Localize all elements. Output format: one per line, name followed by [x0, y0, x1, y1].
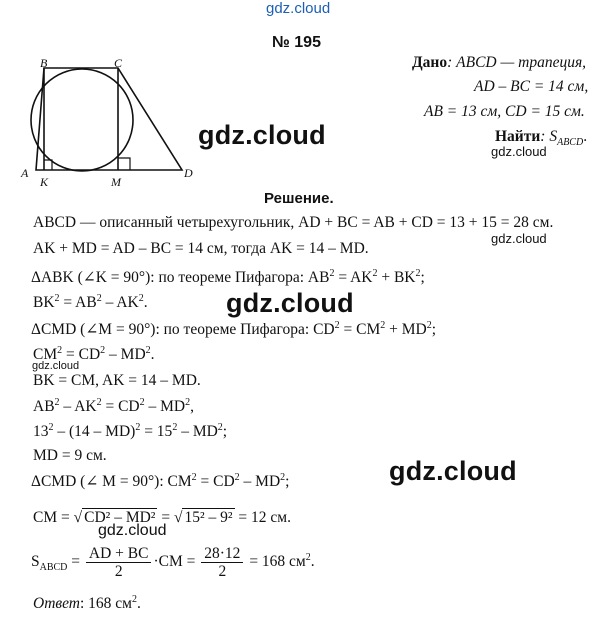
vertex-label-c: C — [114, 56, 123, 70]
area-s: S — [31, 553, 40, 571]
line11-a: ΔCMD (∠ M = 90°): CM — [31, 473, 192, 491]
line12-end: = 12 см. — [234, 509, 291, 526]
given-ad-bc: AD – BC = 14 см, — [474, 78, 589, 95]
find-label: Найти — [495, 128, 541, 145]
trapezoid-outline — [36, 68, 182, 170]
solution-line-8: $AB^2 - AK^2 = CD^2 - MD^2$, — [33, 397, 194, 416]
line3-mid2: + BK — [377, 269, 416, 287]
area-formula — [31, 545, 315, 580]
frac2-num: 28·12 — [201, 545, 243, 563]
line3-pre: ΔABK (∠K = 90°): по теореме Пифагора: AB — [31, 269, 330, 287]
line12-eq: = — [157, 509, 174, 526]
line6-c: – MD — [105, 346, 146, 364]
given-line-2 — [474, 78, 588, 96]
fraction-ad-bc — [86, 545, 152, 580]
vertex-label-b: B — [40, 56, 48, 70]
line8-d: – MD — [144, 398, 186, 416]
find-s: : S — [540, 128, 558, 145]
given-line-3 — [424, 103, 585, 121]
answer-rest: : 168 см — [79, 595, 132, 613]
area-end: = 168 см — [245, 553, 306, 571]
solution-line-9: $13^2 - (14 - MD)^2 = 15^2 - MD^2$; — [33, 422, 228, 441]
frac1-den: 2 — [114, 563, 123, 580]
problem-number: № 195 — [272, 34, 321, 51]
line4-d: . — [143, 294, 148, 312]
find-dot: . — [583, 128, 588, 145]
area-dot: . — [310, 553, 315, 571]
find-sub: ABCD — [557, 137, 584, 149]
point-label-k: K — [40, 175, 49, 189]
line8-c: = CD — [101, 398, 140, 416]
solution-line-6: $CM^2 = CD^2 - MD^2$. — [33, 345, 155, 364]
solution-line-10: MD = 9 см. — [33, 447, 107, 464]
solution-line-4: $BK^2 = AB^2 - AK^2$. — [33, 293, 148, 312]
answer-sup: 2 — [131, 594, 137, 605]
watermark-bottom: gdz.cloud — [98, 522, 167, 539]
given-label: Дано — [412, 54, 448, 71]
line6-b: = CD — [62, 346, 101, 364]
watermark-mid: gdz.cloud — [226, 288, 354, 318]
line9-b: – (14 – MD) — [53, 423, 136, 441]
watermark-top: gdz.cloud — [266, 0, 331, 17]
solution-line-1: ABCD — описанный четырехугольник, AD + BC = AB + CD = 13 + 15 = 28 см. — [33, 214, 554, 231]
right-angle-k — [44, 160, 52, 170]
line6-a: CM — [33, 346, 58, 364]
sqrt-cd-md: CD² – MD² — [84, 509, 156, 526]
solution-line-7: BK = CM, AK = 14 – MD. — [33, 372, 201, 389]
given-line-1 — [412, 54, 586, 72]
given-ab-cd: AB = 13 см, CD = 15 см. — [424, 103, 585, 120]
line6-d: . — [150, 346, 155, 364]
line9-e: ; — [222, 423, 228, 441]
solution-line-5: ΔCMD (∠M = 90°): по теореме Пифагора: $CD^2 = CM^2 + MD^2$; — [31, 320, 437, 339]
solution-line-11: ΔCMD (∠ M = 90°): $CM^2 = CD^2 - MD^2$; — [31, 472, 290, 491]
line9-c: = 15 — [140, 423, 173, 441]
answer-dot: . — [136, 595, 141, 613]
solution-heading: Решение. — [264, 190, 334, 207]
line8-a: AB — [33, 398, 55, 416]
answer-label: Ответ — [33, 595, 80, 613]
solution-line-2: AK + MD = AD – BC = 14 см, тогда AK = 14 – MD. — [33, 240, 369, 257]
vertex-label-a: A — [21, 166, 29, 180]
line11-c: – MD — [239, 473, 281, 491]
vertex-label-d: D — [184, 166, 193, 180]
solution-line-3: ΔABK (∠K = 90°): по теореме Пифагора: $AB^2 = AK^2 + BK^2$; — [31, 268, 425, 287]
frac1-num: AD + BC — [86, 545, 152, 563]
watermark-line-2: gdz.cloud — [491, 231, 547, 246]
line3-end: ; — [420, 269, 425, 287]
solution-line-12: CM = √ CD² – MD² = √ 15² – 9² = 12 см. — [33, 509, 291, 526]
line9-a: 13 — [33, 423, 49, 441]
sqrt-15-9: 15² – 9² — [184, 509, 233, 526]
line4-a: BK — [33, 294, 55, 312]
right-angle-m — [118, 158, 130, 170]
watermark-left-small: gdz.cloud — [32, 360, 80, 372]
area-mid: ·CM = — [153, 553, 200, 571]
fraction-28-12 — [201, 545, 243, 580]
line4-c: – AK — [101, 294, 139, 312]
line8-b: – AK — [59, 398, 97, 416]
answer-line — [33, 594, 141, 613]
line9-d: – MD — [177, 423, 218, 441]
line5-mid2: + MD — [385, 321, 427, 339]
area-sub: ABCD — [39, 562, 68, 574]
frac2-den: 2 — [218, 563, 227, 580]
line11-b: = CD — [196, 473, 235, 491]
trapezoid-figure — [10, 50, 210, 190]
line3-mid1: = AK — [334, 269, 373, 287]
point-label-m: M — [111, 175, 121, 189]
given-trapezoid: : ABCD — трапеция, — [447, 54, 587, 71]
line12-a: CM = — [33, 509, 74, 526]
watermark-figure: gdz.cloud — [198, 120, 326, 150]
line5-pre: ΔCMD (∠M = 90°): по теореме Пифагора: CD — [31, 321, 335, 339]
line5-mid1: = CM — [339, 321, 381, 339]
area-sup: 2 — [305, 551, 311, 563]
watermark-given: gdz.cloud — [491, 144, 547, 159]
line5-end: ; — [431, 321, 437, 339]
line11-d: ; — [285, 473, 290, 491]
watermark-right-big: gdz.cloud — [389, 456, 517, 486]
line8-e: , — [190, 398, 194, 416]
line4-b: = AB — [59, 294, 97, 312]
area-eq1: = — [67, 553, 84, 571]
